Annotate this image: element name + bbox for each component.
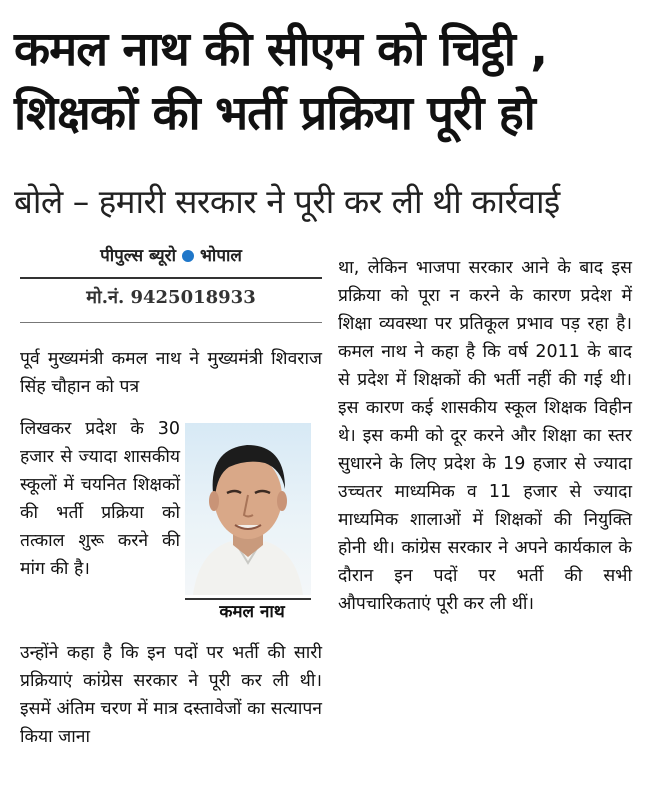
phone-divider bbox=[20, 322, 322, 323]
subheadline: बोले – हमारी सरकार ने पूरी कर ली थी कार्रवाई bbox=[14, 182, 560, 221]
headline-line-2: शिक्षकों की भर्ती प्रक्रिया पूरी हो bbox=[14, 86, 535, 141]
article-text: पूर्व मुख्यमंत्री कमल नाथ ने मुख्यमंत्री शिवराज सिंह चौहान को पत्र bbox=[20, 349, 322, 397]
article-text: उन्होंने कहा है कि इन पदों पर भर्ती की सारी प्रक्रियाएं कांग्रेस सरकार ने पूरी कर ली थी। इसमें अंतिम चरण में मात्र दस्तावेजों का सत्यापन किया जाना bbox=[20, 643, 322, 747]
article-column-1-bottom bbox=[20, 639, 322, 751]
article-text: था, लेकिन भाजपा सरकार आने के बाद इस प्रक्रिया को पूरा न करने के कारण प्रदेश में शिक्षा व्यवस्था पर प्रतिकूल प्रभाव पड़ रहा है। कमल नाथ ने कहा है कि वर्ष 2011 के बाद से प्रदेश में शिक्षकों की भर्ती नहीं की गई थी। इस कारण कई शासकीय स्कूल शिक्षक विहीन थे। इस कमी को दूर करने और शिक्षा का स्तर सुधारने के लिए प्रदेश के 19 हजार से ज्यादा उच्चतर माध्यमिक व 11 हजार से ज्यादा माध्यमिक शालाओं में शिक्षकों की नियुक्ति होनी थी। कांग्रेस सरकार ने अपने कार्यकाल के दौरान इन पदों पर भर्ती की सभी औपचारिकताएं पूरी कर ली थीं। bbox=[338, 258, 632, 614]
article-text: लिखकर प्रदेश के 30 हजार से ज्यादा शासकीय स्कूलों में चयनित शिक्षकों की भर्ती प्रक्रिया को तत्काल शुरू करने की मांग की है। bbox=[20, 419, 180, 579]
headline bbox=[14, 18, 634, 146]
portrait-photo bbox=[185, 423, 311, 595]
headline-line-1: कमल नाथ की सीएम को चिट्ठी , bbox=[14, 22, 548, 77]
byline bbox=[20, 243, 322, 269]
photo-caption: कमल नाथ bbox=[219, 602, 285, 622]
location: भोपाल bbox=[199, 246, 242, 266]
byline-divider bbox=[20, 277, 322, 279]
article-column-2 bbox=[338, 254, 632, 618]
bureau-name: पीपुल्स ब्यूरो bbox=[100, 246, 176, 266]
article-column-1-top bbox=[20, 345, 322, 401]
phone-number: मो.नं. 9425018933 bbox=[86, 287, 256, 308]
article-column-1-wrap bbox=[20, 415, 180, 583]
portrait-icon bbox=[185, 423, 311, 595]
bullet-dot-icon bbox=[182, 250, 194, 262]
